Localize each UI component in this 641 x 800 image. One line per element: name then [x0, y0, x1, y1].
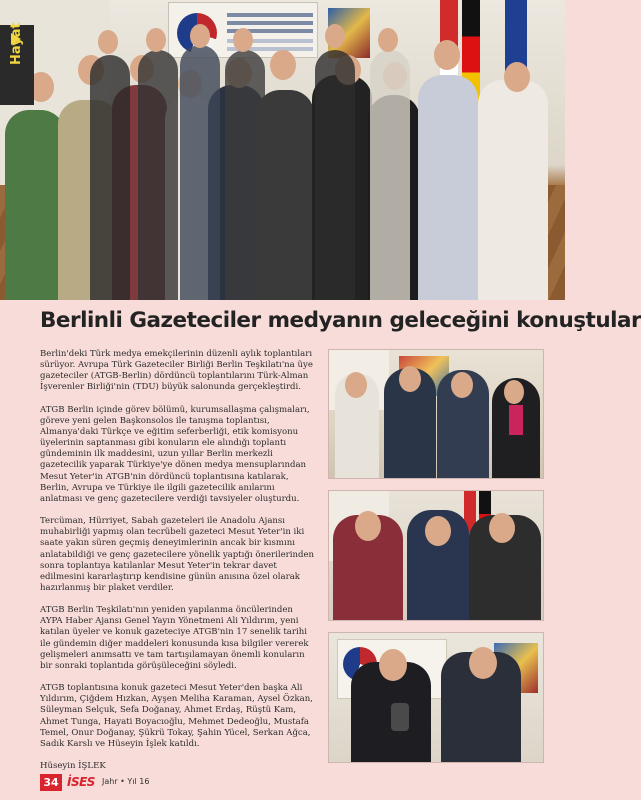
paragraph: Tercüman, Hürriyet, Sabah gazeteleri ile Anadolu Ajansı muhabirliği yapmış olan tecrübeli gazeteci Mesut Yeter'in iki saate yakın süren geçmiş deneyimlerinin ancak bir kısmını anlatabildiği ve genç gazetecilere yönelik yaptığı önerilerinden sonra toplantıya katılanlar Mesut Yeter'in tekrar davet edilmesini kararlaştırıp kendisine günün anısına özel olarak hazırlanmış bir plaket verdiler. [40, 516, 315, 593]
section-tab-label: Hayat [9, 22, 24, 65]
page-number: 34 [40, 774, 62, 791]
photo-award-group [328, 349, 544, 479]
paragraph: ATGB Berlin içinde görev bölümü, kurumsallaşma çalışmaları, göreve yeni gelen Başkonsolos ile tanışma toplantısı, Almanya'daki Türkçe ve eğitim seferberliği, etik komisyonu üyelerinin saptanması gibi konuların ele alındığı toplantı gündeminin ilk maddesini, uzun yıllar Berlin merkezli gazetecilik yaparak Türkiye'ye dönen medya mensuplarından Mesut Yeter'in ATGB'nin dördüncü toplantısına katılarak, Berlin, Avrupa ve Türkiye ile ilgili gazetecilik anılarını anlatması ve genç gazetecilere verdiği tavsiyeler oluşturdu. [40, 404, 310, 504]
paragraph: ATGB toplantısına konuk gazeteci Mesut Yeter'den başka Ali Yıldırım, Çiğdem Hızkan, Ayşen Meliha Karaman, Aysel Özkan, Süleyman Selçuk, Sefa Doğanay, Ahmet Erdaş, Rüştü Kam, Ahmet Tunga, Hayati Boyacıoğlu, Mehmet Dedeoğlu, Mustafa Temel, Onur Doğanay, Şükrü Tokay, Şahin Yücel, Serkan Ağca, Sadık Karslı ve Hüseyin İşlek katıldı. [40, 683, 313, 749]
paragraph: Berlin'deki Türk medya emekçilerinin düzenli aylık toplantıları sürüyor. Avrupa Türk Gazeteciler Birliği Berlin Teşkilatı'na üye gazeteciler (ATGB-Berlin) dördüncü toplantılarını Türk-Alman İşverenler Birliği'nin (TDU) büyük salonunda gerçekleştirdi. [40, 349, 313, 393]
article-title: Berlinli Gazeteciler medyanın geleceğini konuştular [40, 308, 641, 333]
group-photo [0, 0, 565, 300]
paragraph: ATGB Berlin Teşkilatı'nın yeniden yapılanma öncülerinden AYPA Haber Ajansı Genel Yayın Yönetmeni Ali Yıldırım, yeni katılan üyeler ve konuk gazeteciye ATGB'nin 17 senelik tarihi ile gündemin diğer maddeleri konusunda kısa bilgiler vererek gelişmeleri anımsattı ve tam tartışılamayan önemli konuların bir sonraki toplantıda görüşüleceğini söyledi. [40, 605, 309, 671]
article-body [40, 349, 317, 783]
section-tab [0, 22, 34, 105]
magazine-logo: İSES [67, 775, 95, 789]
photo-plaque [328, 632, 544, 763]
issue-label: Jahr • Yıl 16 [102, 777, 150, 786]
author-signature: Hüseyin İŞLEK [40, 761, 106, 771]
photo-three-men [328, 490, 544, 621]
